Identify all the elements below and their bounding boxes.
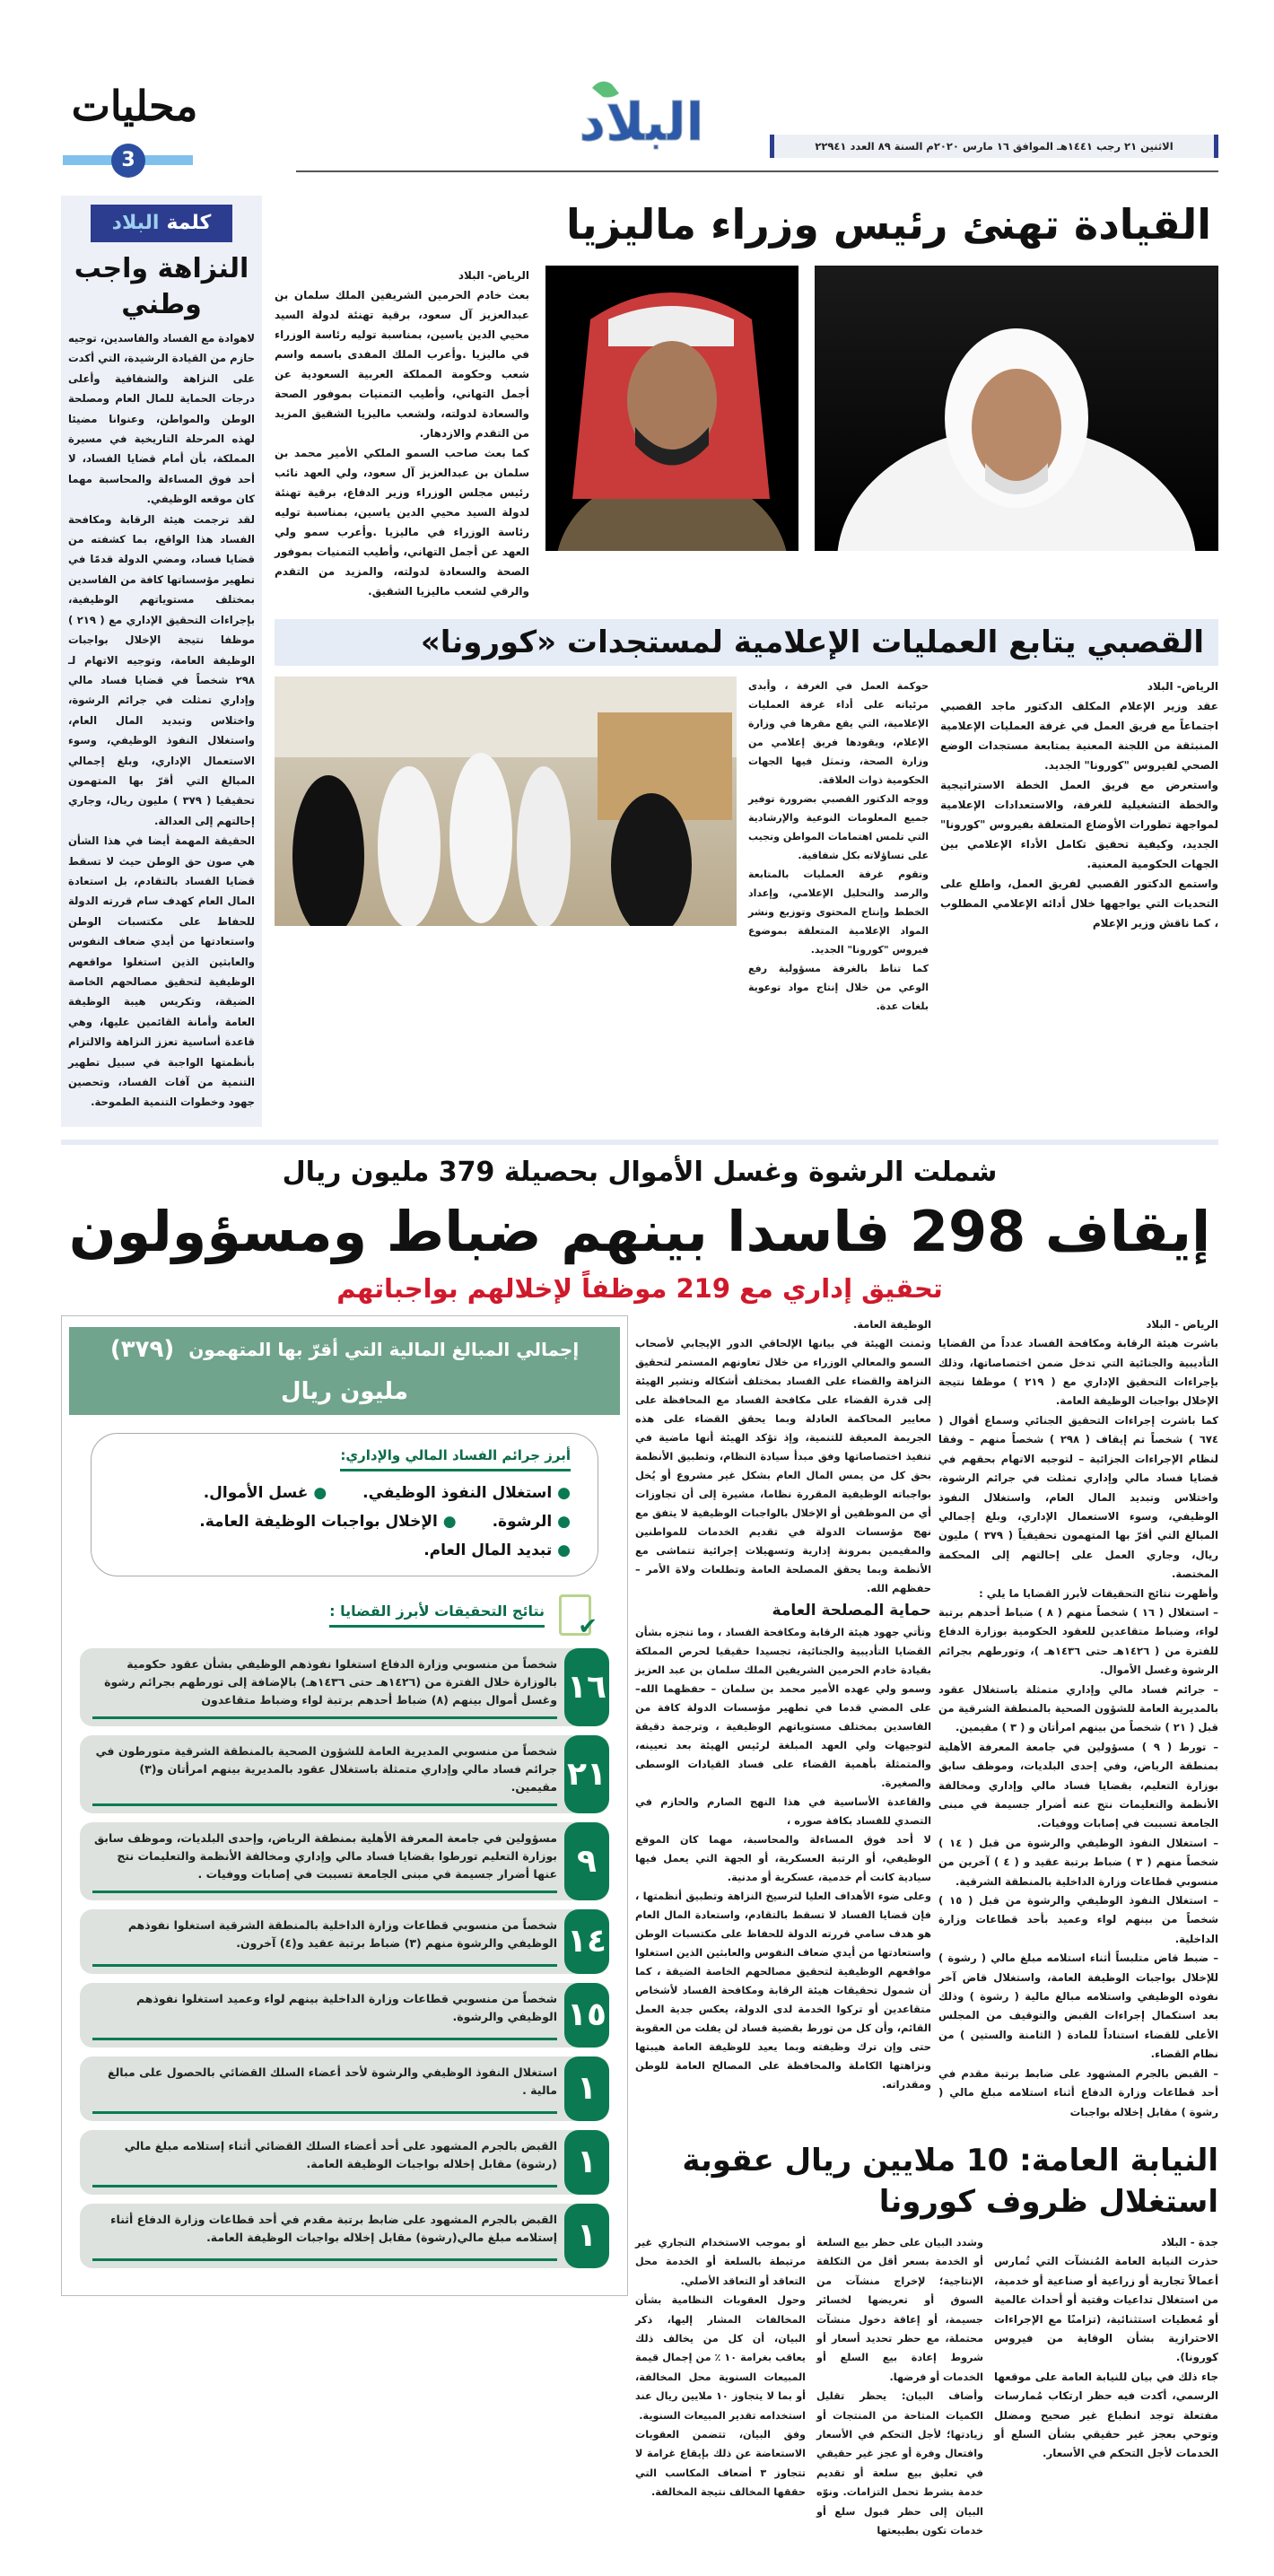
crimes-list <box>118 1484 571 1559</box>
svg-text:البلاد: البلاد <box>579 92 704 153</box>
investigation-result-row <box>80 1983 609 2048</box>
result-text: مسؤولين في جامعة المعرفة الأهلية بمنطقة الرياض، وإحدى البلديات، وموظف سابق بوزارة التعليم تورطوا بقضايا فساد مالي وإداري ومخالفة الأنظمة والتعليمات نتج عنها أضرار جسيمة في مبنى الجامعة تسببت في إصابات ووفيات . <box>92 1829 557 1893</box>
main-col-1 <box>938 1315 1218 2122</box>
crimes-title: أبرز جرائم الفساد المالي والإداري: <box>340 1447 571 1471</box>
dateline: الرياض- البلاد <box>458 269 529 282</box>
result-count: ٩ <box>564 1822 609 1900</box>
paragraph: حذرت النيابة العامة المُنشآت التي تُمارس أعمالاً تجارية أو زراعية أو صناعية أو خدمية، من استغلال تداعيات وقتية أو أحداث عالمية أو مُعطيات استثنائية، (تزامنًا مع الإجراءات الاحترازية بشأن الوقاية من فيروس كورونا). <box>994 2255 1218 2364</box>
paragraph: وفق البيان، تتضمن العقوبات الاستعاضة عن ذلك بإيقاع غرامة لا تتجاوز ٣ أضعاف المكاسب التي حققها المخالف نتيجة المخالفة. <box>635 2428 806 2499</box>
result-text: شخصاً من منسوبي وزارة الدفاع استغلوا نفوذهم الوظيفي بشأن عقود حكومية بالوزارة خلال الفترة من (١٤٢٦هـ حتى ١٤٣٦هـ) بالإضافة إلى تورطهم بجرائم رشوة وغسل أموال بينهم (٨) ضباط أحدهم برتبة لواء وضباط متقاعدون <box>92 1655 557 1719</box>
paragraph: وتقوم غرفة العمليات بالمتابعة والرصد والتحليل الإعلامي، وإعداد الخطط وإنتاج المحتوى وتوزيع ونشر المواد الإعلامية المتعلقة بموضوع فيروس "كورونا" الجديد. <box>748 869 929 956</box>
section-title: محليات <box>71 82 198 130</box>
paragraph: – ضبط قاض متلبساً أثناء استلامه مبلغ مالي ( رشوة ) للإخلال بواجبات الوظيفة العامة، واستغلال قاض آخر نفوذه الوظيفي واستلامه مبالغ مالية ( رشوة ) وذلك بعد استكمال إجراءات القبض والتوقيف من المجلس الأعلى للقضاء استناداً للمادة ( الثامنة والستين ) من نظام القضاء. <box>938 1952 1218 2061</box>
result-text: القبض بالجرم المشهود على ضابط برتبة مقدم في أحد قطاعات وزارة الدفاع أثناء إستلامه مبلغ مالي(رشوة) مقابل إخلاله بواجبات الوظيفة العامة. <box>92 2211 557 2261</box>
corona-row <box>275 677 1218 1016</box>
result-count: ١ <box>564 2056 609 2121</box>
total-label: إجمالي المبالغ المالية التي أقرّ بها المتهمون <box>188 1339 580 1361</box>
main-col-2 <box>635 1315 931 2094</box>
main-subheadline: تحقيق إداري مع 219 موظفاً لإخلالهم بواجباتهم <box>336 1272 943 1304</box>
newspaper-logo <box>574 70 709 155</box>
paragraph: لقد ترجمت هيئة الرقابة ومكافحة الفساد هذا الواقع، بما كشفته من قضايا فساد، ومضي الدولة قدمًا في تطهير مؤسساتها كافة من الفاسدين بمختلف مستوياتهم الوظيفية، بإجراءات التحقيق الإداري مع ( ٢١٩ ) موظفا نتيجة الإخلال بواجبات الوظيفة العامة، وتوجيه الاتهام لـ ٢٩٨ شخصاً في قضايا فساد مالي وإداري تمثلت في جرائم الرشوة، واختلاس وتبديد المال العام، واستغلال النفوذ الوظيفي، وسوء الاستعمال الإداري، وبلغ إجمالي المبالغ التي أقرّ بها المتهمون تحقيقيا ( ٣٧٩ ) مليون ريال، وجاري إحالتهم إلى العدالة. <box>68 512 256 827</box>
investigation-result-row <box>80 1648 609 1726</box>
paragraph: حوكمة العمل في الغرفة ، وأبدى مرئياته على أداء غرفة العمليات الإعلامية، التي يقع مقرها في وزارة الإعلام، ويقودها فريق إعلامي من وزارة الصحة، وتمثل فيها الجهات الحكومية ذوات العلاقة. <box>748 680 929 786</box>
paragraph: ووجه الدكتور القصبي بضرورة توفير جميع المعلومات النوعية والإرشادية التي تلمس اهتمامات المواطن وتجيب على تساؤلاته بكل شفافية. <box>747 793 929 861</box>
paragraph: كما بعث صاحب السمو الملكي الأمير محمد بن سلمان بن عبدالعزيز آل سعود، ولي العهد نائب رئيس مجلس الوزراء وزير الدفاع، برقية تهنئة لدولة السيد محيي الدين ياسين، بمناسبة توليه رئاسة الوزراء في ماليزيا .وأعرب سمو ولي العهد عن أجمل التهاني، وأطيب التمنيات بموفور الصحة والسعادة لدولته، والمزيد من التقدم والرقي لشعب ماليزيا الشقيق. <box>275 447 529 598</box>
investigation-result-row <box>80 2056 609 2121</box>
crime-item: ● غسل الأموال. <box>203 1483 327 1502</box>
paragraph: – استغلال ( ١٦ ) شخصاً منهم ( ٨ ) ضباط أحدهم برتبة لواء، وضباط متقاعدين للعقود الحكومية بوزارة الدفاع للفترة من ( ١٤٢٦هـ حتى ١٤٣٦هـ )، وتورطهم بجرائم الرشوة وغسل الأموال. <box>938 1605 1218 1677</box>
result-text: شخصاً من منسوبي المديرية العامة للشؤون الصحية بالمنطقة الشرقية متورطون في جرائم فساد مالي وإداري متمثلة باستغلال عقود بالمديرية بينهم امرأتان و(٣) مقيمين. <box>92 1742 557 1806</box>
paragraph: الحقيقة المهمة أيضا في هذا الشأن هي صون حق الوطن حيث لا تسقط قضايا الفساد بالتقادم، بل استعادة المال العام كهدف سام قررته الدولة للحفاظ على مكتسبات الوطن واستعادتها من أيدي ضعاف النفوس والعابثين الذين استغلوا مواقعهم الوظيفية لتحقيق مصالحهم الخاصة الضيقة، وتكريس هيبة الوظيفة العامة وأمانة القائمين عليها، وهي قاعدة أساسية تعزز النزاهة والالتزام بأنظمتها الواجبة في سبيل تطهير التنمية من آفات الفساد، وتحصين جهود وخطوات التنمية الطموحة. <box>68 834 255 1109</box>
total-value: (٣٧٩) <box>109 1336 175 1364</box>
result-text: شخصاً من منسوبي قطاعات وزارة الداخلية بينهم لواء وعميد استغلوا نفوذهم الوظيفي والرشوة. <box>92 1990 557 2040</box>
paragraph: وتأتي جهود هيئة الرقابة ومكافحة الفساد ، وما تنجزه بشأن القضايا التأديبية والجنائية، تجسيدا حقيقيا لحرص المملكة بقيادة خادم الحرمين الشريفين الملك سلمان بن عبد العزيز وسمو ولي عهده الأمير محمد بن سلمان – حفظهما الله– على المضي قدما في تطهير مؤسسات الدولة كافة من الفاسدين بمختلف مستوياتهم الوظيفية ، وترجمة دقيقة لتوجيهات ولي العهد المبلغة لرئيس الهيئة بعد تعيينه، والمتمثلة بأهمية القضاء على فساد القيادات الوسطى والصغيرة. <box>635 1625 931 1789</box>
dateline: جدة - البلاد <box>1161 2235 1218 2249</box>
dateline: الرياض - البلاد <box>1146 1317 1218 1331</box>
results-list <box>69 1648 620 2268</box>
paragraph: – استغلال النفوذ الوظيفي والرشوة من قبل ( ١٥ ) شخصاً من بينهم لواء وعميد بأحد قطاعات وزارة الداخلية. <box>938 1894 1219 1945</box>
paragraph: بعث خادم الحرمين الشريفين الملك سلمان بن عبدالعزيز آل سعود، برقية تهنئة لدولة السيد محيي الدين ياسين، بمناسبة توليه رئاسة الوزراء في ماليزيا .وأعرب الملك المفدى باسمه واسم شعب وحكومة المملكة العربية السعودية عن أجمل التهاني، وأطيب التمنيات بموفور الصحة والسعادة لدولته، ولشعب ماليزيا الشقيق المزيد من التقدم والازدهار. <box>275 289 529 440</box>
bottom-text-area <box>635 1315 1218 2541</box>
paragraph: وعلى ضوء الأهداف العليا لترسيخ النزاهة وتطبيق أنظمتها ، فإن قضايا الفساد لا تسقط بالتقادم، واستعادة المال العام هو هدف سامي قررته الدولة للحفاظ على مكتسبات الوطن واستعادتها من أيدي ضعاف النفوس والعابثين الذين استغلوا مواقعهم الوظيفية لتحقيق مصالحهم الخاصة الضيقة ، كما أن شمول تحقيقات هيئة الرقابة ومكافحة الفساد لأشخاص متقاعدين أو تركوا الخدمة لدى الدولة، يعكس جدية العمل القائم، وأن كل من تورط بقضية فساد لن يفلت من العقوبة حتى وإن ترك وظيفته وبما يعيد للوظيفة العامة هيبتها ونزاهتها الكاملة والمحافظة على المصالح العامة للوطن ومقدراته. <box>635 1889 931 2091</box>
prosecution-headline-1: النيابة العامة: 10 ملايين ريال عقوبة <box>682 2142 1218 2179</box>
paragraph: والقاعدة الأساسية في هذا النهج الصارم والحازم في التصدي للفساد بكافة صوره ، <box>635 1794 931 1827</box>
king-salman-photo <box>815 266 1218 551</box>
paragraph: وثمنت الهيئة في بيانها الإلحاقي الدور الإيجابي لأصحاب السمو والمعالي الوزراء من خلال تعاونهم المستمر لتحقيق النزاهة والقضاء على الفساد بمختلف أشكاله وتشير الهيئة إلى قدرة القضاء على مكافحة الفساد مع المحافظة على معايير المحاكمة العادلة وبما يحقق القضاء على هذه الجريمة المعيقة للتنمية، وإذ تؤكد الهيئة أنها ماضية في تنفيذ اختصاصاتها وفق مبدأ سيادة النظام، وتطبيق الأنظمة بحق كل من يمس المال العام بشكل غير مشروع أو يُخل بواجباته الوظيفية المقررة نظاما، مشيرة إلى أن تجاوزات أي من الموظفين أو الإخلال بالواجبات الوظيفية لا يتفق مع نهج مؤسسات الدولة في تقديم الخدمات للمواطنين والمقيمين بمرونة إدارية وتسهيلات إجرائية تتماشى مع الأنظمة وبما يحقق المصلحة العامة وتطلعات ولاة الأمر – حفظهم الله. <box>635 1336 931 1594</box>
paragraph: باشرت هيئة الرقابة ومكافحة الفساد عدداً من القضايا التأديبية والجنائية التي تدخل ضمن اختصاصاتها، وذلك بإجراءات التحقيق الإداري مع ( ٢١٩ ) موظفا نتيجة الإخلال بواجبات الوظيفة العامة. <box>938 1337 1218 1408</box>
paragraph: عقد وزير الإعلام المكلف الدكتور ماجد القصبي اجتماعاً مع فريق العمل في غرفة العمليات الإعلامية المنبثقة من اللجنة المعنية بمتابعة مستجدات الوضع الصحي لفيروس "كورونا" الجديد. <box>940 700 1218 772</box>
paragraph: وشدد البيان على حظر بيع السلعة أو الخدمة بسعر أقل من التكلفة الإنتاجية؛ لإخراج منشآت من السوق أو تعريضها لخسائر جسيمة، أو إعاقة دخول منشآت محتملة، مع حظر تحديد أسعار أو شروط إعادة بيع السلع أو الخدمات أو فرضها. <box>816 2236 983 2383</box>
corona-col-1 <box>940 677 1218 933</box>
result-text: استغلال النفوذ الوظيفي والرشوة لأحد أعضاء السلك القضائي بالحصول على مبالغ مالية . <box>92 2064 557 2114</box>
ministry-meeting-photo <box>275 677 737 926</box>
editorial-title: النزاهة واجب وطني <box>74 253 249 320</box>
result-count: ١٤ <box>564 1909 609 1974</box>
investigation-result-row <box>80 1735 609 1813</box>
investigation-result-row <box>80 1909 609 1974</box>
paragraph: الوظيفة العامة. <box>853 1317 931 1331</box>
paragraph: – تورط ( ٩ ) مسؤولين في جامعة المعرفة الأهلية بمنطقة الرياض، وفي إحدى البلديات، وموظف سابق بوزارة التعليم، بقضايا فساد مالي وإداري ومخالفة الأنظمة والتعليمات نتج عنه أضرار جسيمة في مبنى الجامعة تسببت في إصابات ووفيات. <box>938 1740 1219 1830</box>
results-header <box>98 1594 598 1640</box>
header-rule <box>296 170 1218 172</box>
crime-item: ● الرشوة. <box>492 1512 571 1531</box>
prosecution-col-2 <box>816 2233 983 2541</box>
crown-prince-photo <box>545 266 798 551</box>
editorial-body <box>68 328 255 1113</box>
prosecution-col-1 <box>994 2233 1218 2464</box>
paragraph: لا أحد فوق المساءلة والمحاسبة، مهما كان الموقع الوظيفي، أو الرتبة العسكرية، أو الجهة التي يعمل فيها سيادية كانت أم خدمية، عسكرية أو مدنية. <box>635 1832 931 1883</box>
section-divider <box>61 1140 1218 1145</box>
top-stories <box>275 196 1218 1016</box>
result-text: شخصاً من منسوبي قطاعات وزارة الداخلية بالمنطقة الشرقية استغلوا نفوذهم الوظيفي والرشوة منهم (٣) ضباط برتبة عقيد و(٤) آخرون. <box>92 1917 557 1967</box>
result-count: ١٥ <box>564 1983 609 2048</box>
paragraph: وأظهرت نتائج التحقيقات لأبرز القضايا ما يلي : <box>979 1586 1218 1600</box>
crime-item: ● تبديد المال العام. <box>423 1541 571 1559</box>
malaysia-body <box>275 266 529 601</box>
paragraph: وأضاف البيان: يحظر تقليل الكميات المتاحة من المنتجات أو زيادتها؛ لأجل التحكم في الأسعار وافتعال وفرة أو عجز غير حقيقي في تعليق بيع سلعة أو تقديم خدمة بشرط تحمل التزامات. ونوّه البيان إلى حظر قبول سلع أو خدمات تكون بطبيعتها <box>816 2390 983 2537</box>
total-amount-banner <box>69 1327 620 1415</box>
dateline: الرياض- البلاد <box>1147 680 1218 693</box>
paragraph: كما تناط بالغرفة مسؤولية رفع الوعي من خلال إنتاج مواد توعوية بلغات عدة. <box>748 963 929 1012</box>
prosecution-headline-2: استغلال ظروف كورونا <box>878 2183 1218 2220</box>
paragraph: لاهوادة مع الفساد والفاسدين، توجيه حازم من القيادة الرشيدة، التي أكدت على النزاهة والشفافية وأعلى درجات الحماية للمال العام ومصلحة الوطن والمواطن، وعنوانا مضيئا لهذه المرحلة التاريخية في مسيرة المملكة، بأن أمام قضايا الفساد، لا أحد فوق المساءلة والمحاسبة مهما كان موقعه الوظيفي. <box>68 332 255 506</box>
paragraph: وحول العقوبات النظامية بشأن المخالفات المشار إليها، ذكر البيان، أن كل من يخالف ذلك يعاقب بغرامة ١٠ ٪ من إجمال قيمة المبيعات السنوية محل المخالفة، أو بما لا يتجاوز ١٠ ملايين ريال عند استخدامه تقدير المبيعات السنوية. <box>635 2294 806 2422</box>
malaysia-headline: القيادة تهنئ رئيس وزراء ماليزيا <box>566 200 1211 249</box>
results-title: نتائج التحقيقات لأبرز القضايا : <box>329 1602 545 1628</box>
result-count: ١٦ <box>564 1648 609 1726</box>
corona-col-2 <box>748 677 929 1016</box>
editorial-sidebar <box>61 196 262 1127</box>
paragraph: – جرائم فساد مالي وإداري متمثلة باستغلال عقود بالمديرية العامة للشؤون الصحية بالمنطقة الشرقية من قبل ( ٢١ ) شخصاً من بينهم امرأتان و ( ٣ ) مقيمين. <box>938 1682 1218 1734</box>
paragraph: جاء ذلك في بيان للنيابة العامة على موقعها الرسمي، أكدت فيه حظر ارتكاب مُمارسات مفتعلة توجد انطباع غير صحيح ومضلل وتوحي بعجز غير حقيقي بشأن السلع أو الخدمات لأجل التحكم في الأسعار. <box>994 2370 1218 2460</box>
page-number: 3 <box>111 144 145 178</box>
top-region <box>61 196 1218 1127</box>
crime-item: ● الإخلال بواجبات الوظيفة العامة. <box>199 1512 457 1531</box>
main-kicker: شملت الرشوة وغسل الأموال بحصيلة 379 مليون ريال <box>282 1156 998 1188</box>
investigation-result-row <box>80 2204 609 2268</box>
crimes-box <box>91 1433 598 1576</box>
subhead: حماية المصلحة العامة <box>772 1601 931 1620</box>
main-story-columns <box>635 1315 1218 2122</box>
result-text: القبض بالجرم المشهود على أحد أعضاء السلك القضائي أثناء إستلامه مبلغ مالي (رشوة) مقابل إخلاله بواجبات الوظيفة العامة. <box>92 2137 557 2187</box>
masthead <box>61 0 1218 179</box>
corruption-infographic <box>61 1315 628 2296</box>
corona-headline-band <box>275 619 1218 666</box>
total-unit: مليون ريال <box>281 1378 408 1406</box>
result-count: ١ <box>564 2204 609 2268</box>
investigation-result-row <box>80 2130 609 2195</box>
paragraph: كما باشرت إجراءات التحقيق الجنائي وسماع أقوال ( ٦٧٤ ) شخصاً تم إيقاف ( ٢٩٨ ) شخصاً منهم – وفقا لنظام الإجراءات الجزائية – لتوجيه الاتهام بحقهم في قضايا فساد مالي وإداري تمثلت في جرائم الرشوة، واختلاس وتبديد المال العام، واستغلال النفوذ الوظيفي، وسوء الاستعمال الإداري، وبلغ إجمالي المبالغ التي أقرّ بها المتهمون تحقيقياً ( ٣٧٩ ) مليون ريال، وجاري العمل على إحالتهم إلى المحكمة المختصة. <box>938 1413 1218 1581</box>
malaysia-row <box>275 266 1218 601</box>
result-count: ٢١ <box>564 1735 609 1813</box>
issue-date-bar: الاثنين ٢١ رجب ١٤٤١هـ الموافق ١٦ مارس ٢٠٢٠م السنة ٨٩ العدد ٢٢٩٤١ <box>770 135 1218 158</box>
main-headline: إيقاف 298 فاسدا بينهم ضباط ومسؤولون <box>68 1198 1211 1264</box>
paragraph: واستعرض مع فريق العمل الخطة الاستراتيجية والخطة التشغيلية للغرفة، والاستعدادات الإعلامية لمواجهة تطورات الأوضاع المتعلقة بفيروس "كورونا" الجديد، وكيفية تحقيق تكامل الأداء الإعلامي بين الجهات الحكومية المعنية. <box>940 779 1218 870</box>
paragraph: – استغلال النفوذ الوظيفي والرشوة من قبل ( ١٤ ) شخصاً منهم ( ٣ ) ضباط برتبة عقيد و ( ٤ ) آخرين من منسوبي قطاعات وزارة الداخلية بالمنطقة الشرقية. <box>938 1836 1219 1888</box>
badge-brand: البلاد <box>111 212 160 234</box>
editorial-badge <box>91 205 232 242</box>
paragraph: واستمع الدكتور القصبي لفريق العمل، واطلع على التحديات التي يواجهها خلال أدائه الإعلامي المطلوب ، كما ناقش وزير الإعلام <box>940 878 1218 930</box>
paragraph: أو بموجب الاستخدام التجاري غير مرتبطة بالسلعة أو الخدمة محل التعاقد أو التعاقد الأصلي. <box>635 2236 806 2287</box>
corona-headline: القصبي يتابع العمليات الإعلامية لمستجدات «كورونا» <box>420 624 1204 660</box>
paragraph: – القبض بالجرم المشهود على ضابط برتبة مقدم في أحد قطاعات وزارة الدفاع أثناء استلامه مبلغ مالي ( رشوة ) مقابل إخلاله بواجبات <box>938 2066 1218 2118</box>
bottom-region <box>61 1315 1218 2541</box>
crime-item: ● استغلال النفوذ الوظيفي. <box>362 1483 571 1502</box>
prosecution-columns <box>635 2233 1218 2541</box>
prosecution-col-3 <box>635 2233 806 2502</box>
result-count: ١ <box>564 2130 609 2195</box>
investigation-result-row <box>80 1822 609 1900</box>
checklist-icon: ✔ <box>559 1594 591 1636</box>
badge-word: كلمة <box>166 212 212 234</box>
